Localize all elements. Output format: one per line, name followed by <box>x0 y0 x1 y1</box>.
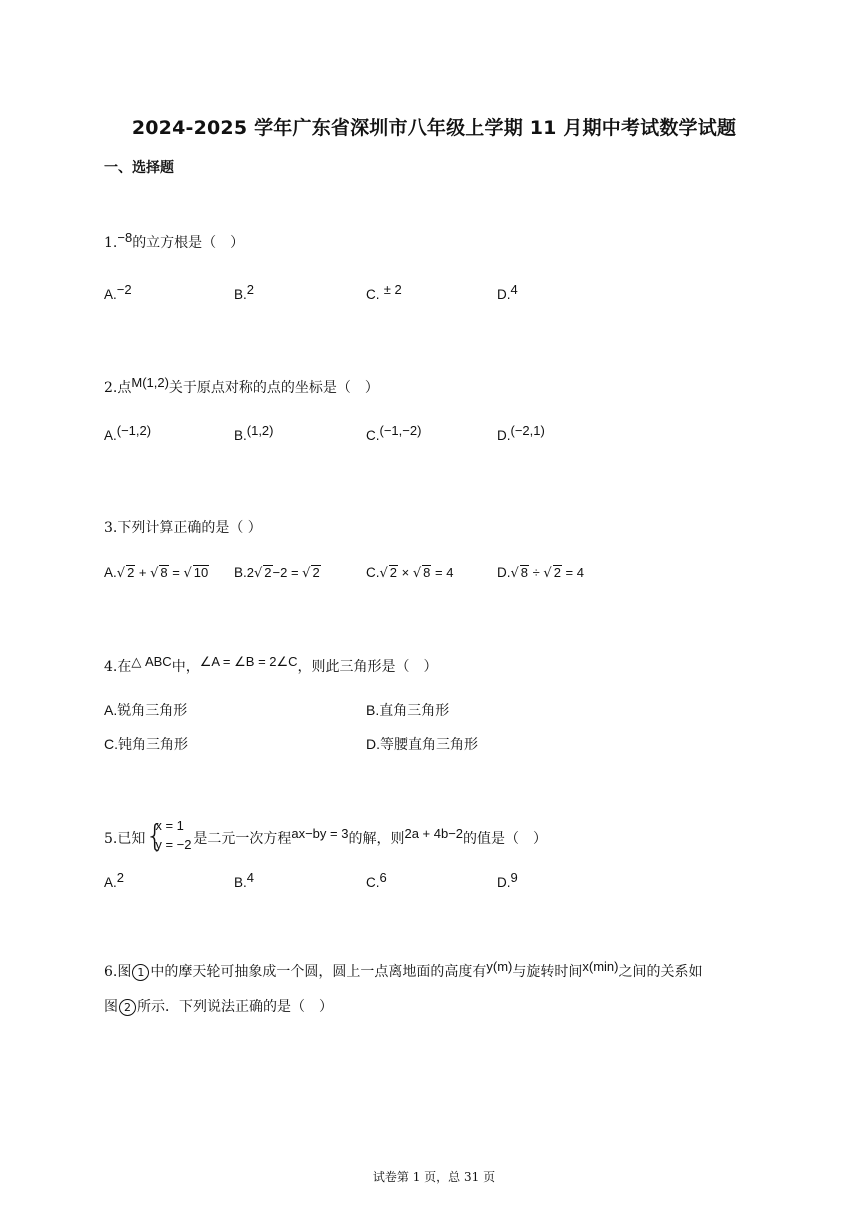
question-text: 中， <box>171 659 200 675</box>
question-5 <box>104 818 548 856</box>
question-text: 是二元一次方程 <box>193 831 292 847</box>
option-c: C.钝角三角形 <box>104 736 188 753</box>
option-a: A.2 <box>104 870 124 890</box>
option-a: A.−2 <box>104 282 132 302</box>
question-prefix: 已知 <box>117 831 146 847</box>
question-2 <box>104 377 379 397</box>
question-math: x(min) <box>582 959 619 974</box>
option-b: B.2 <box>234 282 254 302</box>
option-c: C.6 <box>366 870 387 890</box>
circled-number: 1 <box>132 964 149 981</box>
option-d: D.√ 8 ÷ √ 2 = 4 <box>497 565 584 581</box>
question-stem: 的立方根是（ ） <box>132 235 245 251</box>
question-number: 1. <box>104 235 118 251</box>
question-stem: ，则此三角形是（ ） <box>297 659 438 675</box>
option-c: C. ± 2 <box>366 282 402 302</box>
question-text: 图 <box>104 999 118 1015</box>
question-number: 2. <box>104 380 118 396</box>
question-math: −8 <box>117 230 133 245</box>
option-b: B.直角三角形 <box>366 702 450 719</box>
question-6 <box>104 961 702 981</box>
question-text: 与旋转时间 <box>512 964 583 980</box>
question-number: 6. <box>104 964 118 980</box>
option-d: D.(−2,1) <box>497 423 545 443</box>
option-d: D.等腰直角三角形 <box>366 736 478 753</box>
question-stem: 下列计算正确的是（ ） <box>117 520 262 536</box>
question-math: y(m) <box>486 959 513 974</box>
option-a: A.(−1,2) <box>104 423 152 443</box>
question-number: 4. <box>104 659 118 675</box>
question-prefix: 在 <box>117 659 132 675</box>
option-a: A.√ 2 + √ 8 = √ 10 <box>104 565 209 581</box>
question-math: ∠A = ∠B = 2∠C <box>199 654 298 669</box>
option-c: C.(−1,−2) <box>366 423 422 443</box>
question-math: △ ABC <box>131 654 172 669</box>
question-stem: 的值是（ ） <box>463 831 548 847</box>
question-3 <box>104 517 262 537</box>
question-text: 中的摩天轮可抽象成一个圆，圆上一点离地面的高度有 <box>150 964 487 980</box>
option-b: B.(1,2) <box>234 423 274 443</box>
option-b: B.4 <box>234 870 254 890</box>
option-d: D.4 <box>497 282 518 302</box>
question-text: 所示．下列说法正确的是（ ） <box>137 999 333 1015</box>
question-6-continued <box>104 996 333 1016</box>
question-number: 5. <box>104 831 118 847</box>
question-math: M(1,2) <box>131 375 169 390</box>
option-d: D.9 <box>497 870 518 890</box>
question-4 <box>104 656 438 676</box>
option-a: A.锐角三角形 <box>104 702 188 719</box>
question-text: 的解，则 <box>348 831 405 847</box>
question-1 <box>104 232 244 252</box>
question-math: 2a + 4b−2 <box>404 826 464 841</box>
circled-number: 2 <box>119 999 136 1016</box>
option-c: C.√ 2 × √ 8 = 4 <box>366 565 454 581</box>
option-b: B.2√ 2−2 = √ 2 <box>234 565 320 581</box>
question-math: ax−by = 3 <box>291 826 349 841</box>
section-heading: 一、选择题 <box>104 160 174 176</box>
equation-system: { x = 1 y = −2 <box>145 818 192 854</box>
question-text: 图 <box>117 964 132 980</box>
question-number: 3. <box>104 520 118 536</box>
page-title: 2024-2025 学年广东省深圳市八年级上学期 11 月期中考试数学试题 <box>131 117 737 139</box>
page-footer: 试卷第 1 页，总 31 页 <box>372 1170 496 1184</box>
question-prefix: 点 <box>117 380 132 396</box>
question-text: 之间的关系如 <box>618 964 703 980</box>
question-stem: 关于原点对称的点的坐标是（ ） <box>168 380 379 396</box>
